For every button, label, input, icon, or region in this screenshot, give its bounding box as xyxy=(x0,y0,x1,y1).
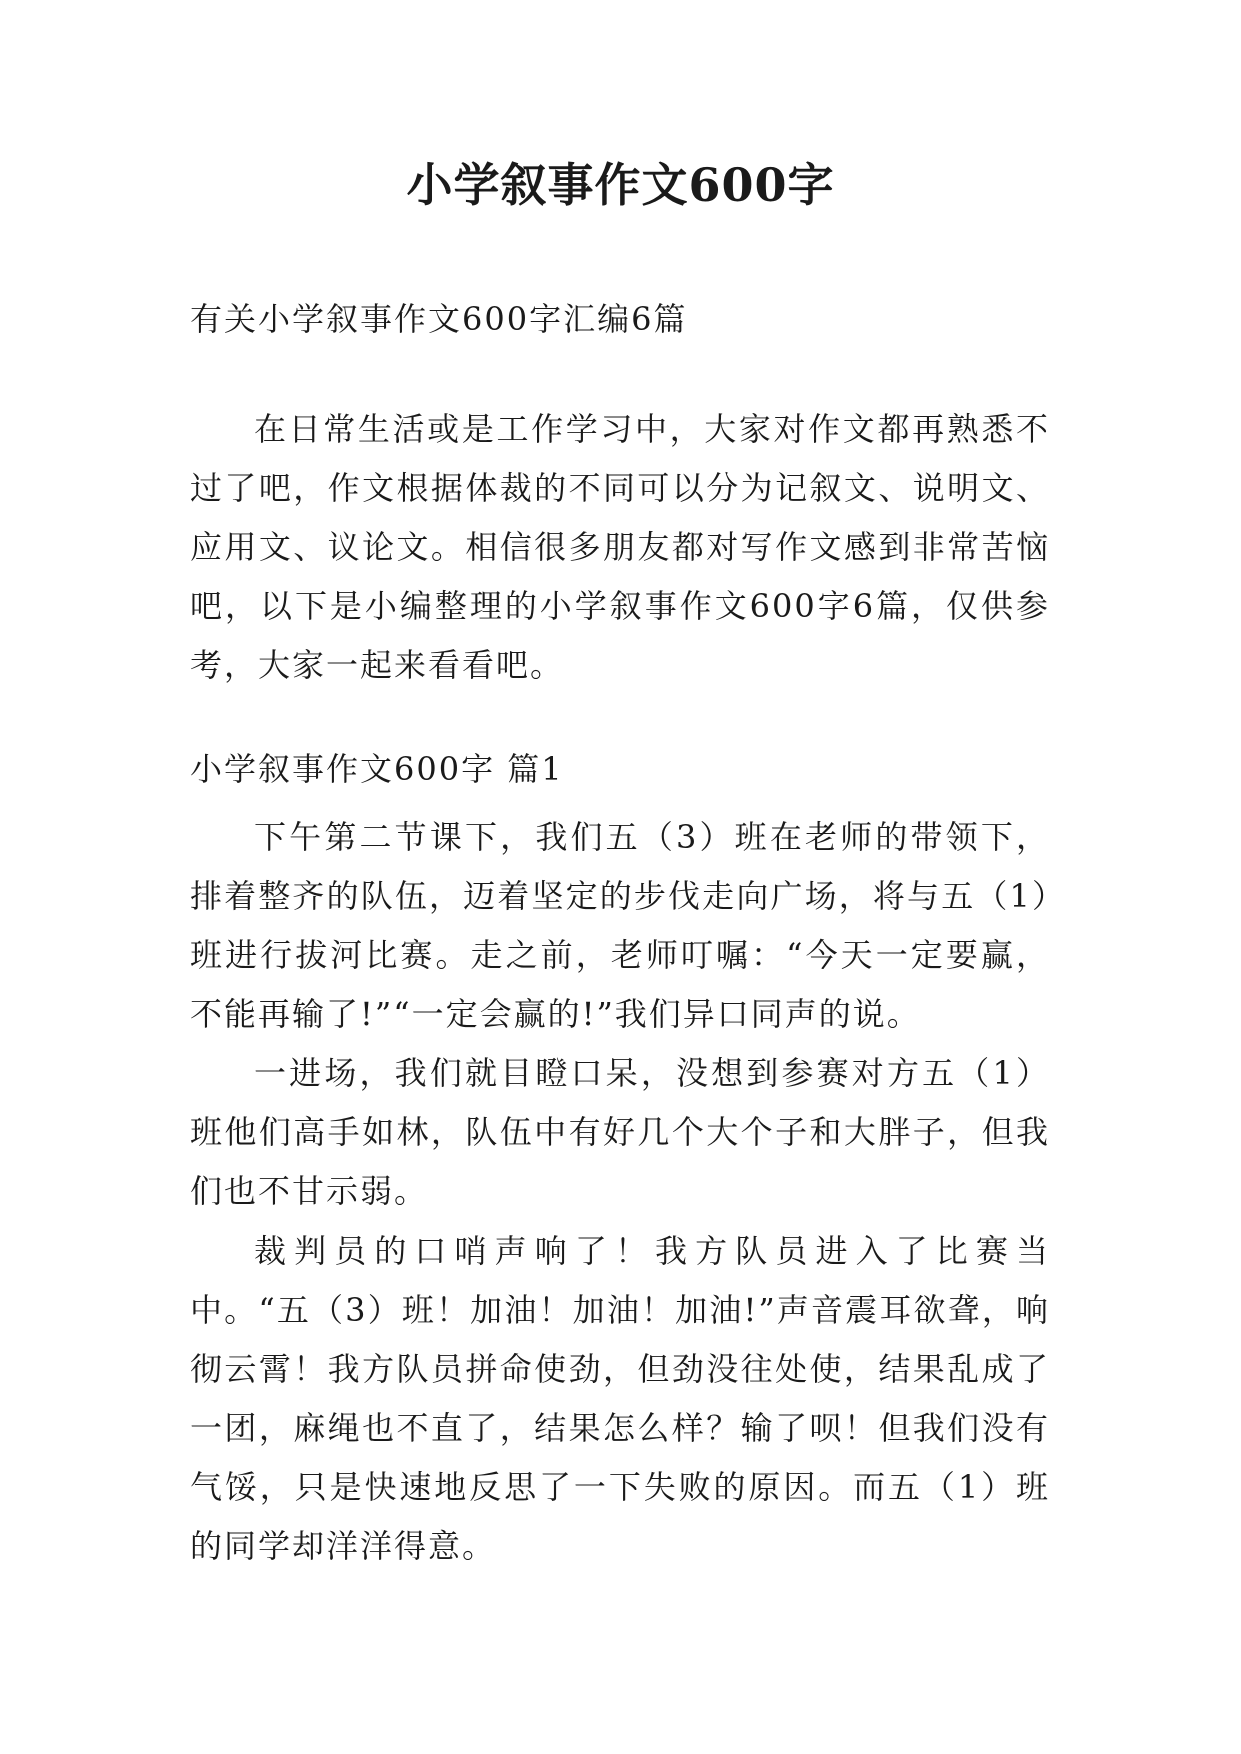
essay-paragraph-3: 裁判员的口哨声响了！我方队员进入了比赛当中。“五（3）班！加油！加油！加油!”声音震耳欲聋，响彻云霄！我方队员拼命使劲，但劲没往处使，结果乱成了一团，麻绳也不直了，结果怎么样？输了呗！但我们没有气馁，只是快速地反思了一下失败的原因。而五（1）班的同学却洋洋得意。 xyxy=(190,1232,1050,1565)
intro-paragraph: 在日常生活或是工作学习中，大家对作文都再熟悉不过了吧，作文根据体裁的不同可以分为记叙文、说明文、应用文、议论文。相信很多朋友都对写作文感到非常苦恼吧，以下是小编整理的小学叙事作文600字6篇，仅供参考，大家一起来看看吧。 xyxy=(190,410,1050,684)
document-subtitle: 有关小学叙事作文600字汇编6篇 xyxy=(190,300,688,338)
section-heading: 小学叙事作文600字 篇1 xyxy=(190,750,564,788)
essay-paragraph-1: 下午第二节课下，我们五（3）班在老师的带领下，排着整齐的队伍，迈着坚定的步伐走向广场，将与五（1）班进行拔河比赛。走之前，老师叮嘱：“今天一定要赢，不能再输了!”“一定会赢的!”我们异口同声的说。 xyxy=(190,818,1050,1033)
essay-paragraph-2: 一进场，我们就目瞪口呆，没想到参赛对方五（1）班他们高手如林，队伍中有好几个大个子和大胖子，但我们也不甘示弱。 xyxy=(190,1054,1050,1210)
document-title: 小学叙事作文600字 xyxy=(406,158,835,212)
